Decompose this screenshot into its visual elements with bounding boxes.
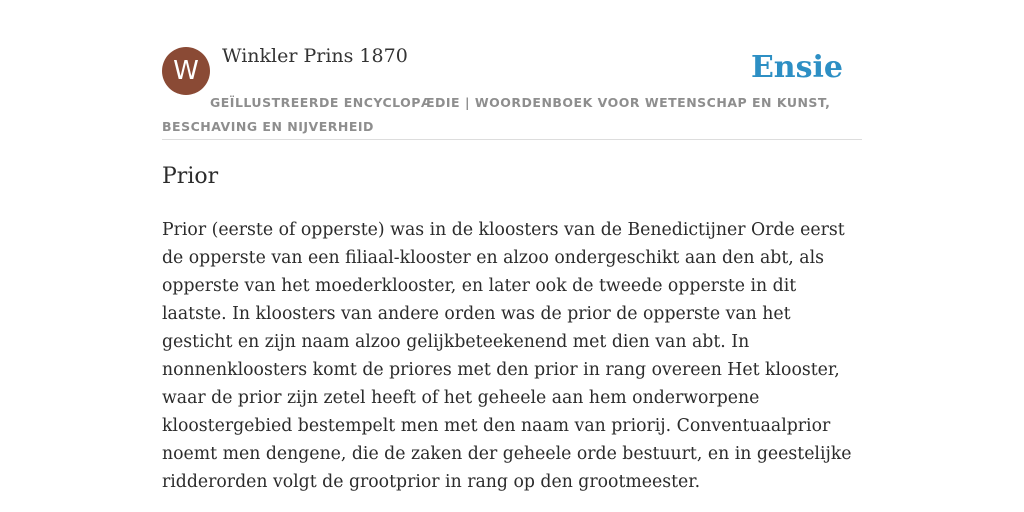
entry-title: Prior — [162, 164, 219, 189]
entry-body: Prior (eerste of opperste) was in de kloosters van de Benedictijner Orde eerst de opperste van een filiaal-klooster en alzoo ondergeschikt aan den abt, als opperste van het moederklooster, en later ook de tweede opperste in dit laatste. In kloosters van andere orden was de prior de opperste van het gesticht en zijn naam alzoo gelijkbeteekenend met dien van abt. In nonnenkloosters komt de priores met den prior in rang overeen Het klooster, waar de prior zijn zetel heeft of het geheele aan hem onderworpene kloostergebied bestempelt men met den naam van priorij. Conventuaalprior noemt men dengene, die de zaken der geheele orde bestuurt, en in geestelijke ridderorden volgt de grootprior in rang op den grootmeester. — [162, 220, 852, 492]
header-divider — [162, 139, 862, 140]
ensie-logo-link[interactable]: Ensie — [750, 50, 843, 85]
source-subtitle: GEÏLLUSTREERDE ENCYCLOPÆDIE | WOORDENBOEK VOOR WETENSCHAP EN KUNST, BESCHAVING EN NIJVERHEID — [162, 95, 831, 134]
source-title-link[interactable]: Winkler Prins 1870 — [222, 45, 408, 67]
source-avatar[interactable]: W — [162, 47, 210, 95]
